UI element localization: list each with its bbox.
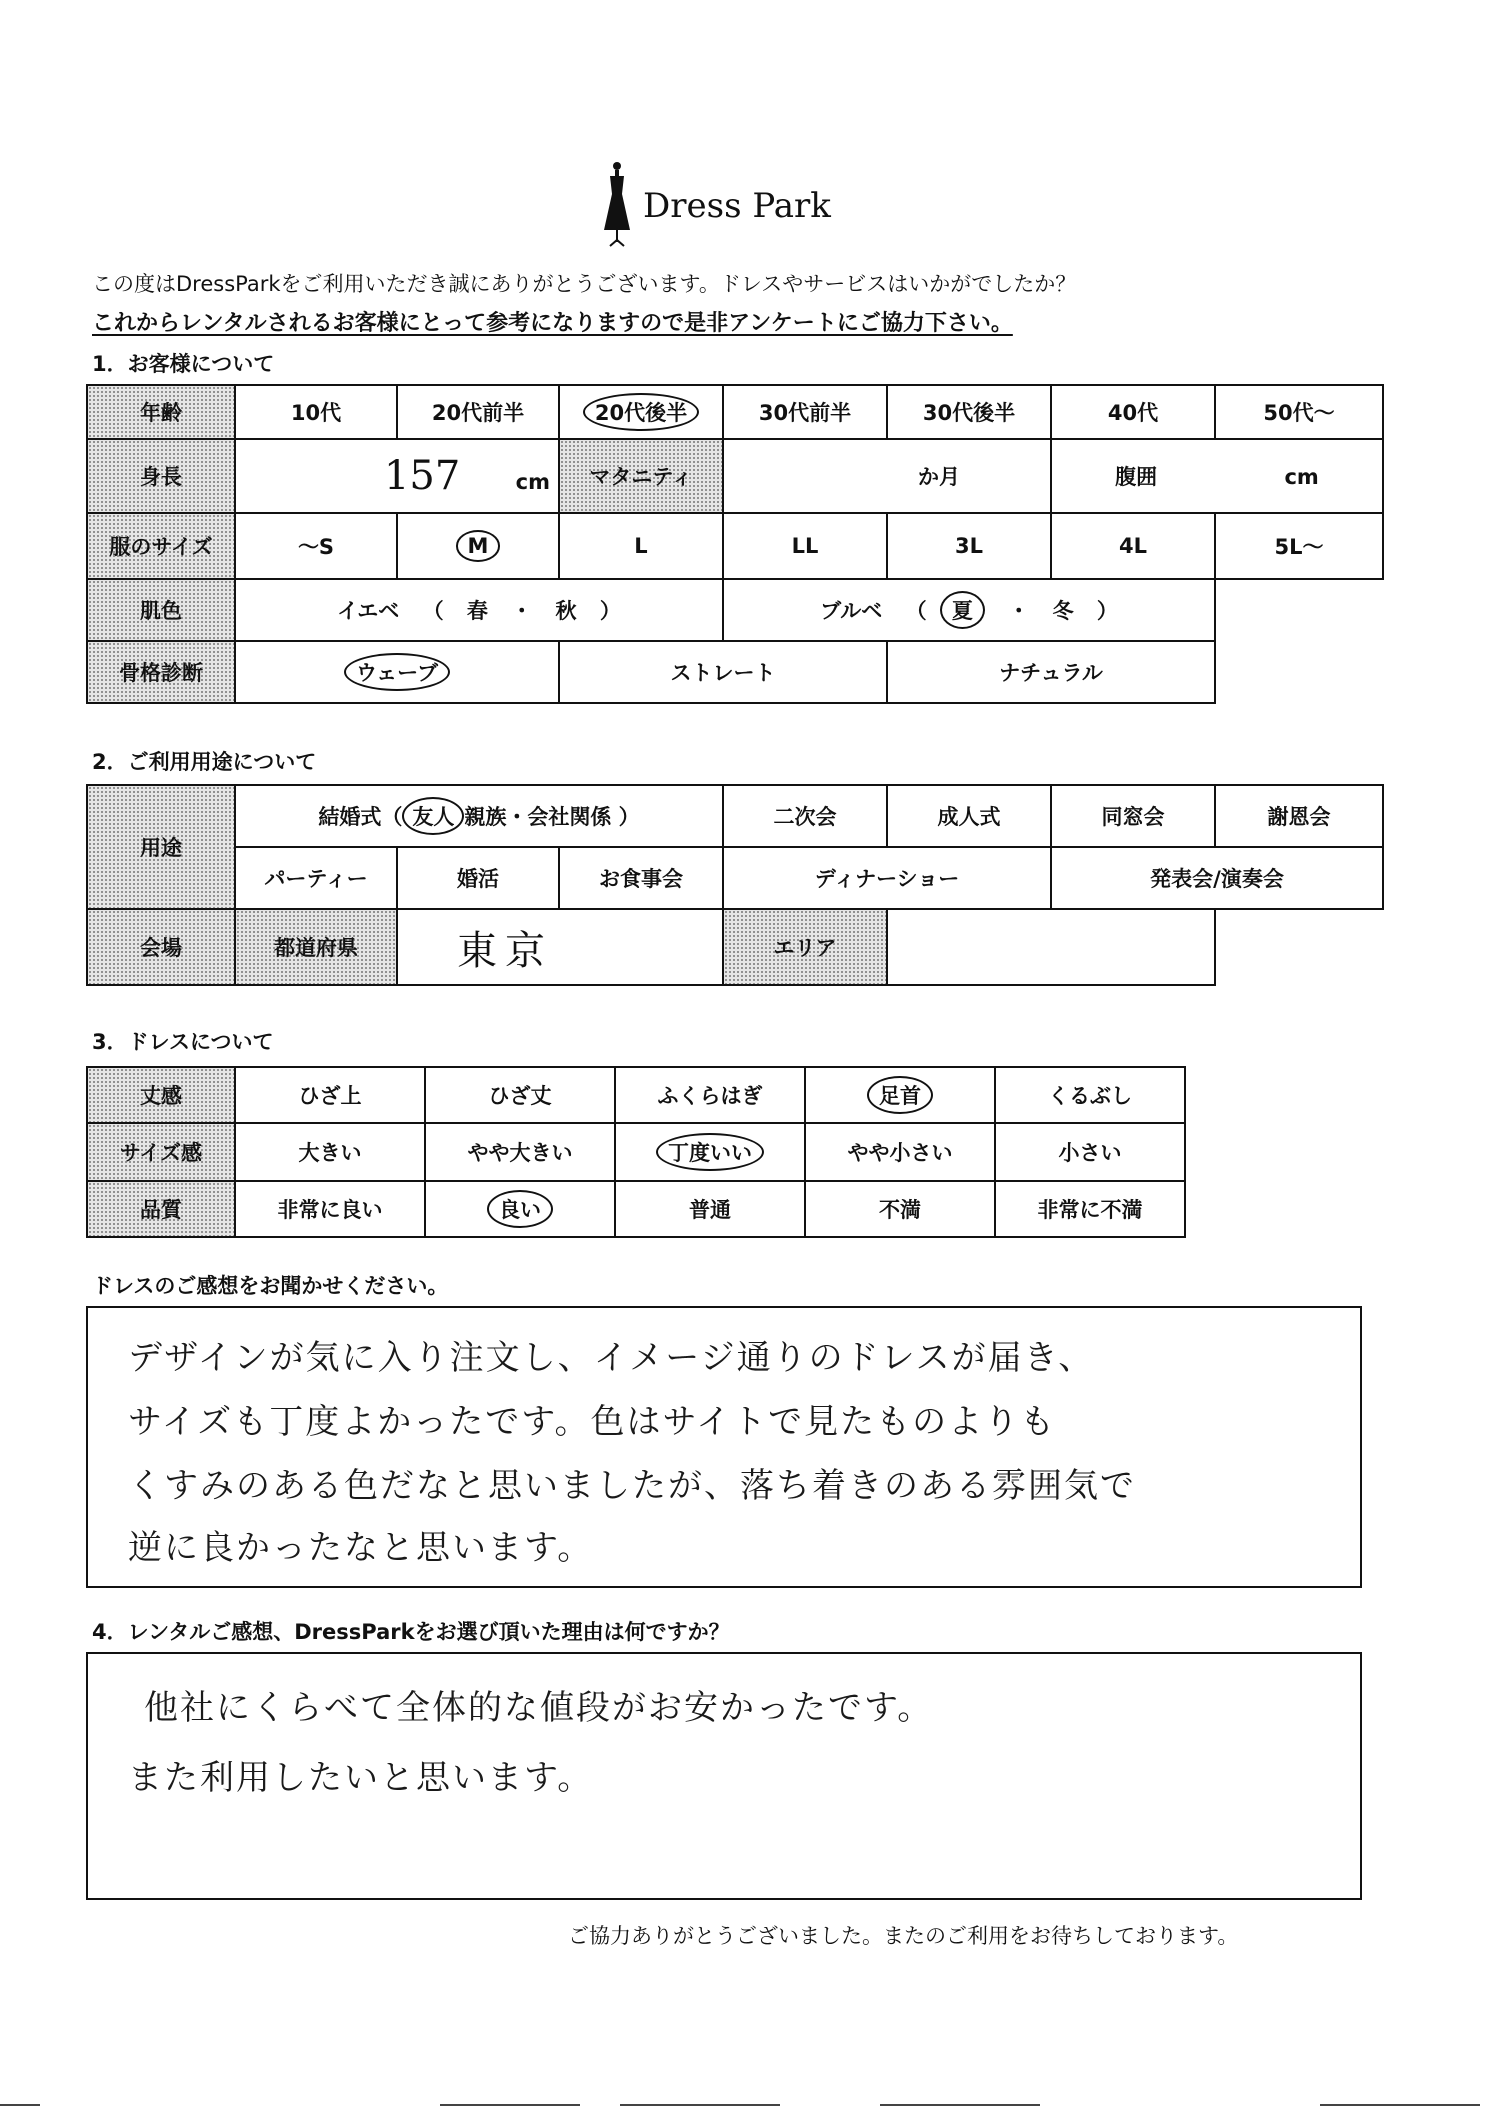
purpose-option[interactable]: パーティー	[235, 847, 397, 909]
height-value: 157	[383, 453, 461, 499]
age-label: 年齢	[87, 385, 235, 439]
impressions-textarea[interactable]	[86, 1306, 1362, 1588]
length-option[interactable]: ひざ丈	[425, 1067, 615, 1123]
height-label: 身長	[87, 439, 235, 513]
height-unit: cm	[515, 470, 550, 494]
fit-option[interactable]: やや小さい	[805, 1123, 995, 1181]
area-label: エリア	[723, 909, 887, 985]
skin-blue-name: ブルベ	[820, 599, 883, 623]
height-cell[interactable]	[235, 439, 559, 513]
venue-row	[87, 909, 1383, 985]
purpose-row-1	[87, 785, 1383, 847]
fit-option[interactable]: 大きい	[235, 1123, 425, 1181]
fit-label: サイズ感	[87, 1123, 235, 1181]
brand-logo	[600, 160, 860, 250]
bone-option-selected[interactable]	[235, 641, 559, 703]
bone-option[interactable]: ストレート	[559, 641, 887, 703]
age-option[interactable]: 30代後半	[887, 385, 1051, 439]
quality-option[interactable]: 普通	[615, 1181, 805, 1237]
scan-mark	[620, 2104, 780, 2106]
size-option[interactable]: 〜S	[235, 513, 397, 579]
age-row	[87, 385, 1383, 439]
scan-mark	[1320, 2104, 1480, 2106]
scan-mark	[880, 2104, 1040, 2106]
size-option[interactable]: 3L	[887, 513, 1051, 579]
quality-label: 品質	[87, 1181, 235, 1237]
impressions-line: サイズも丁度よかったです。色はサイトで見たものよりも	[128, 1402, 1057, 1442]
scan-mark	[440, 2104, 580, 2106]
skin-spring[interactable]: 春	[466, 599, 488, 623]
prefecture-label: 都道府県	[235, 909, 397, 985]
skin-blue-cell[interactable]	[723, 579, 1215, 641]
selection-circle: 丁度いい	[656, 1133, 764, 1171]
purpose-option[interactable]: 発表会/演奏会	[1051, 847, 1383, 909]
selection-circle: 20代後半	[583, 393, 699, 431]
length-label: 丈感	[87, 1067, 235, 1123]
wedding-rest: 親族・会社関係 ）	[464, 805, 640, 829]
customer-table	[86, 384, 1384, 704]
purpose-option[interactable]: 成人式	[887, 785, 1051, 847]
prefecture-value: 東京	[457, 927, 553, 974]
purpose-table	[86, 784, 1384, 986]
reason-line: また利用したいと思います。	[128, 1758, 594, 1798]
height-row	[87, 439, 1383, 513]
skin-yellow-name: イエベ	[337, 599, 400, 623]
quality-option-selected[interactable]	[425, 1181, 615, 1237]
prefecture-value-cell[interactable]	[397, 909, 723, 985]
purpose-option[interactable]: 同窓会	[1051, 785, 1215, 847]
closing-message: ご協力ありがとうございました。またのご利用をお待ちしております。	[568, 1924, 1239, 1948]
maternity-label: マタニティ	[559, 439, 723, 513]
fit-option[interactable]: 小さい	[995, 1123, 1185, 1181]
paren-close: ）	[1096, 599, 1118, 623]
length-option[interactable]: くるぶし	[995, 1067, 1185, 1123]
purpose-wedding[interactable]	[235, 785, 723, 847]
length-option[interactable]: ひざ上	[235, 1067, 425, 1123]
section4-title: 4．レンタルご感想、DressParkをお選び頂いた理由は何ですか？	[92, 1620, 730, 1644]
paren-open: （	[905, 599, 927, 623]
purpose-label: 用途	[87, 785, 235, 909]
purpose-option[interactable]: お食事会	[559, 847, 723, 909]
quality-option[interactable]: 非常に良い	[235, 1181, 425, 1237]
size-option[interactable]: LL	[723, 513, 887, 579]
size-option[interactable]: 5L〜	[1215, 513, 1383, 579]
scan-mark	[0, 2104, 40, 2106]
selection-circle: 良い	[487, 1190, 553, 1228]
quality-option[interactable]: 非常に不満	[995, 1181, 1185, 1237]
separator-dot: ・	[511, 599, 533, 623]
impressions-line: デザインが気に入り注文し、イメージ通りのドレスが届き、	[128, 1338, 1095, 1378]
intro-request: これからレンタルされるお客様にとって参考になりますので是非アンケートにご協力下さい。	[92, 311, 1013, 336]
purpose-row-2	[87, 847, 1383, 909]
purpose-option[interactable]: 二次会	[723, 785, 887, 847]
fit-row	[87, 1123, 1185, 1181]
fit-option-selected[interactable]	[615, 1123, 805, 1181]
selection-circle: ウェーブ	[344, 653, 450, 691]
length-option[interactable]: ふくらはぎ	[615, 1067, 805, 1123]
months-label: か月	[918, 465, 960, 489]
separator-dot: ・	[1008, 599, 1030, 623]
impressions-line: くすみのある色だなと思いましたが、落ち着きのある雰囲気で	[128, 1466, 1136, 1506]
quality-option[interactable]: 不満	[805, 1181, 995, 1237]
bone-option[interactable]: ナチュラル	[887, 641, 1215, 703]
age-option[interactable]: 10代	[235, 385, 397, 439]
paren-open: （	[422, 599, 444, 623]
empty-cell	[1215, 641, 1383, 703]
empty-cell	[1215, 579, 1383, 641]
quality-row	[87, 1181, 1185, 1237]
impressions-line: 逆に良かったなと思います。	[128, 1528, 594, 1568]
purpose-option[interactable]: 婚活	[397, 847, 559, 909]
length-row	[87, 1067, 1185, 1123]
reason-line: 他社にくらべて全体的な値段がお安かったです。	[144, 1688, 934, 1728]
reason-textarea[interactable]	[86, 1652, 1362, 1900]
bone-row	[87, 641, 1383, 703]
skin-yellow-cell[interactable]	[235, 579, 723, 641]
age-option[interactable]: 30代前半	[723, 385, 887, 439]
size-row	[87, 513, 1383, 579]
section1-title: 1．お客様について	[92, 352, 275, 376]
skin-summer-selected[interactable]: 夏	[940, 591, 985, 629]
empty-cell	[1215, 909, 1383, 985]
selection-circle: 足首	[867, 1076, 933, 1114]
section3-title: 3．ドレスについて	[92, 1030, 274, 1054]
paren-close: ）	[599, 599, 621, 623]
venue-label: 会場	[87, 909, 235, 985]
dress-icon	[600, 160, 634, 248]
fit-option[interactable]: やや大きい	[425, 1123, 615, 1181]
age-option-selected[interactable]	[559, 385, 723, 439]
length-option-selected[interactable]	[805, 1067, 995, 1123]
size-option[interactable]: L	[559, 513, 723, 579]
waist-unit: cm	[1284, 465, 1319, 489]
skin-autumn[interactable]: 秋	[555, 599, 577, 623]
size-option-selected[interactable]	[397, 513, 559, 579]
wedding-prefix: 結婚式（	[318, 805, 403, 829]
purpose-option[interactable]: 謝恩会	[1215, 785, 1383, 847]
skin-winter[interactable]: 冬	[1052, 599, 1074, 623]
bone-label: 骨格診断	[87, 641, 235, 703]
age-option[interactable]: 40代	[1051, 385, 1215, 439]
selection-circle: M	[456, 530, 501, 562]
section2-title: 2．ご利用用途について	[92, 750, 317, 774]
skin-label: 肌色	[87, 579, 235, 641]
area-value[interactable]	[887, 909, 1215, 985]
age-option[interactable]: 50代〜	[1215, 385, 1383, 439]
dress-table	[86, 1066, 1186, 1238]
age-option[interactable]: 20代前半	[397, 385, 559, 439]
purpose-option[interactable]: ディナーショー	[723, 847, 1051, 909]
maternity-months-cell[interactable]	[723, 439, 1051, 513]
impressions-title: ドレスのご感想をお聞かせください。	[92, 1274, 449, 1298]
waist-label: 腹囲	[1115, 465, 1158, 489]
waist-cell[interactable]	[1051, 439, 1383, 513]
brand-name: Dress Park	[643, 186, 831, 226]
intro-text: この度はDressParkをご利用いただき誠にありがとうございます。ドレスやサービスはいかがでしたか？	[92, 272, 1077, 296]
size-label: 服のサイズ	[87, 513, 235, 579]
size-option[interactable]: 4L	[1051, 513, 1215, 579]
skin-row	[87, 579, 1383, 641]
purpose-friend-selected[interactable]: 友人	[402, 797, 464, 835]
